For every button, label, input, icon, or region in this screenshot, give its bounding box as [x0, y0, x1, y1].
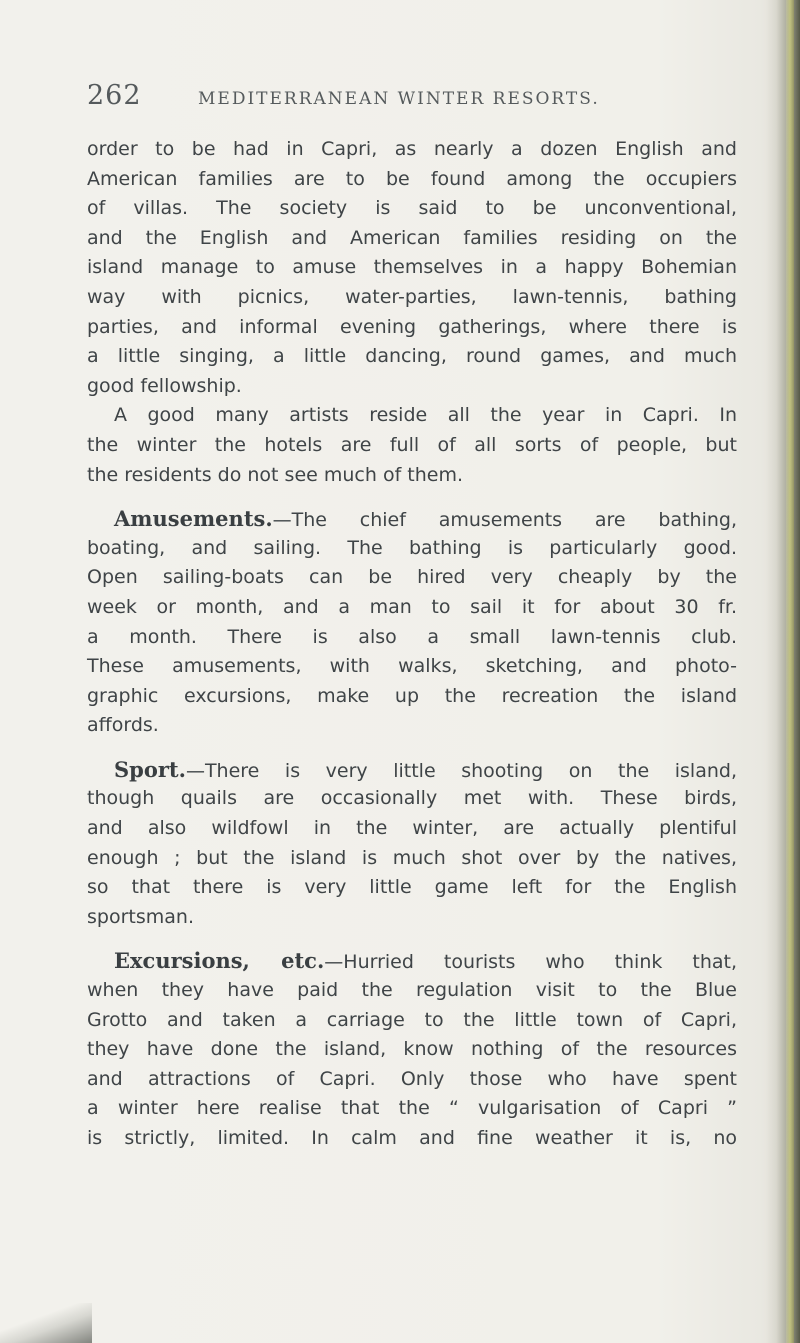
paragraph-artists	[87, 401, 737, 490]
section-first-line	[87, 504, 737, 534]
text-line: Open sailing-boats can be hired very cheaply by the	[87, 566, 737, 589]
section-gap	[87, 741, 737, 755]
section-excursions	[87, 946, 737, 1153]
text-line: A good many artists reside all the year in Capri. In	[114, 404, 737, 427]
section-heading-sport: Sport.	[114, 756, 186, 782]
section-sport	[87, 755, 737, 933]
text-line: a little singing, a little dancing, round games, and much	[87, 345, 737, 368]
text-line: and the English and American families residing on the	[87, 226, 737, 249]
text-line: and also wildfowl in the winter, are actually plentiful	[87, 817, 737, 840]
text-line: the winter the hotels are full of all sorts of people, but	[87, 433, 737, 456]
page-corner-curl	[0, 1303, 92, 1343]
running-title: MEDITERRANEAN WINTER RESORTS.	[198, 89, 600, 109]
text-line: week or month, and a man to sail it for about 30 fr.	[87, 595, 737, 618]
page-header	[87, 80, 737, 116]
section-gap	[87, 490, 737, 504]
binding-shadow	[766, 0, 800, 1343]
text-line: boating, and sailing. The bathing is particularly good.	[87, 536, 737, 559]
text-line: graphic excursions, make up the recreation the island	[87, 684, 737, 707]
section-amusements	[87, 504, 737, 741]
text-line: the residents do not see much of them.	[87, 463, 464, 486]
text-line: when they have paid the regulation visit to the Blue	[87, 979, 737, 1002]
text-line: good fellowship.	[87, 374, 242, 397]
text-line: sportsman.	[87, 905, 194, 928]
text-line: enough ; but the island is much shot over by the natives,	[87, 846, 737, 869]
binding-edge	[786, 0, 794, 1343]
section-first-line	[87, 946, 737, 976]
text-line: order to be had in Capri, as nearly a dozen English and	[87, 138, 737, 160]
text-line: affords.	[87, 714, 159, 737]
text-line: a winter here realise that the “ vulgarisation of Capri ”	[87, 1097, 737, 1120]
section-first-line	[87, 755, 737, 785]
text-line: American families are to be found among the occupiers	[87, 167, 737, 190]
text-line: of villas. The society is said to be unconventional,	[87, 197, 737, 220]
text-line: parties, and informal evening gatherings, where there is	[87, 315, 737, 338]
section-gap	[87, 932, 737, 946]
text-line: so that there is very little game left for the English	[87, 876, 737, 899]
text-line: and attractions of Capri. Only those who have spent	[87, 1067, 737, 1090]
text-line: they have done the island, know nothing of the resources	[87, 1038, 737, 1061]
text-line: is strictly, limited. In calm and fine weather it is, no	[87, 1127, 737, 1149]
text-line: though quails are occasionally met with. These birds,	[87, 787, 737, 810]
text-line: way with picnics, water-parties, lawn-tennis, bathing	[87, 285, 737, 308]
text-run: —The chief amusements are bathing,	[272, 509, 737, 532]
text-run: —There is very little shooting on the island,	[185, 759, 737, 782]
text-line: a month. There is also a small lawn-tennis club.	[87, 625, 737, 648]
section-heading-amusements: Amusements.	[114, 506, 273, 532]
page-body	[87, 135, 737, 1154]
text-run: —Hurried tourists who think that,	[324, 951, 737, 974]
paragraph-capri-society	[87, 135, 737, 401]
text-line: Grotto and taken a carriage to the little town of Capri,	[87, 1008, 737, 1031]
text-line: island manage to amuse themselves in a happy Bohemian	[87, 256, 737, 279]
section-heading-excursions: Excursions, etc.	[114, 948, 325, 974]
text-line: These amusements, with walks, sketching, and photo-	[87, 655, 737, 678]
page-number: 262	[87, 80, 142, 111]
